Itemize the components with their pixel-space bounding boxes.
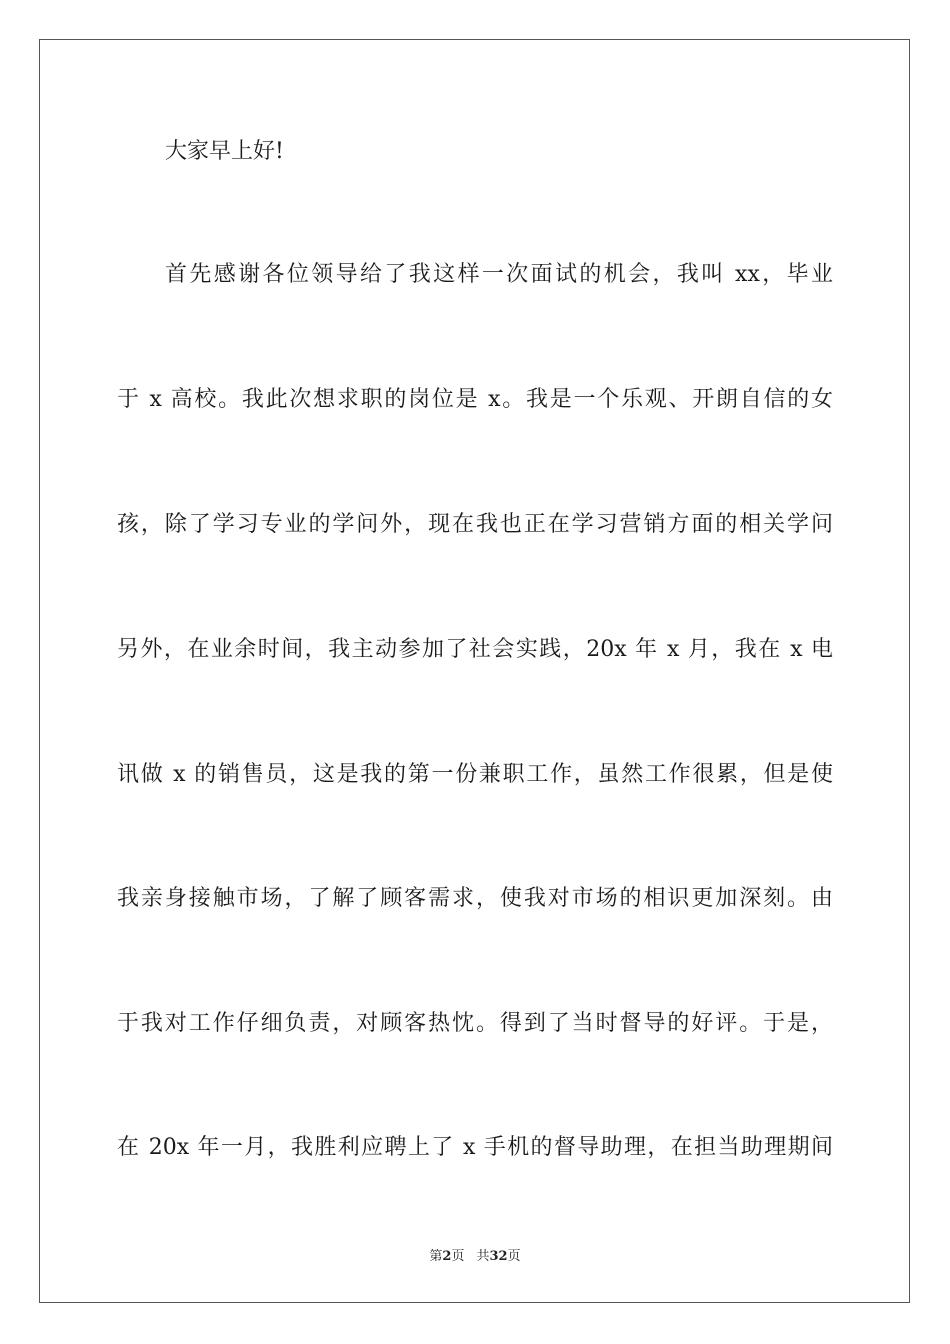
page-footer bbox=[0, 1248, 950, 1266]
total-label-suffix: 页 bbox=[507, 1249, 521, 1264]
page-label-prefix: 第 bbox=[429, 1249, 443, 1264]
body-line-6: 我亲身接触市场，了解了顾客需求，使我对市场的相识更加深刻。由 bbox=[117, 886, 833, 911]
total-pages: 32 bbox=[489, 1249, 508, 1264]
body-line-7: 于我对工作仔细负责，对顾客热忱。得到了当时督导的好评。于是， bbox=[117, 1011, 833, 1036]
body-line-5: 讯做 x 的销售员，这是我的第一份兼职工作，虽然工作很累，但是使 bbox=[117, 762, 833, 787]
body-line-8: 在 20x 年一月，我胜利应聘上了 x 手机的督导助理，在担当助理期间 bbox=[117, 1135, 833, 1160]
body-line-3: 孩，除了学习专业的学问外，现在我也正在学习营销方面的相关学问 bbox=[117, 512, 833, 537]
page-border bbox=[39, 39, 910, 1303]
greeting-line: 大家早上好! bbox=[165, 139, 284, 164]
page-number: 2 bbox=[442, 1249, 452, 1264]
total-label-prefix: 共 bbox=[476, 1249, 490, 1264]
body-line-4: 另外，在业余时间，我主动参加了社会实践，20x 年 x 月，我在 x 电 bbox=[117, 637, 833, 662]
body-line-2: 于 x 高校。我此次想求职的岗位是 x。我是一个乐观、开朗自信的女 bbox=[117, 387, 833, 412]
body-line-1: 首先感谢各位领导给了我这样一次面试的机会，我叫 xx，毕业 bbox=[165, 262, 833, 287]
page-label-suffix: 页 bbox=[451, 1249, 465, 1264]
